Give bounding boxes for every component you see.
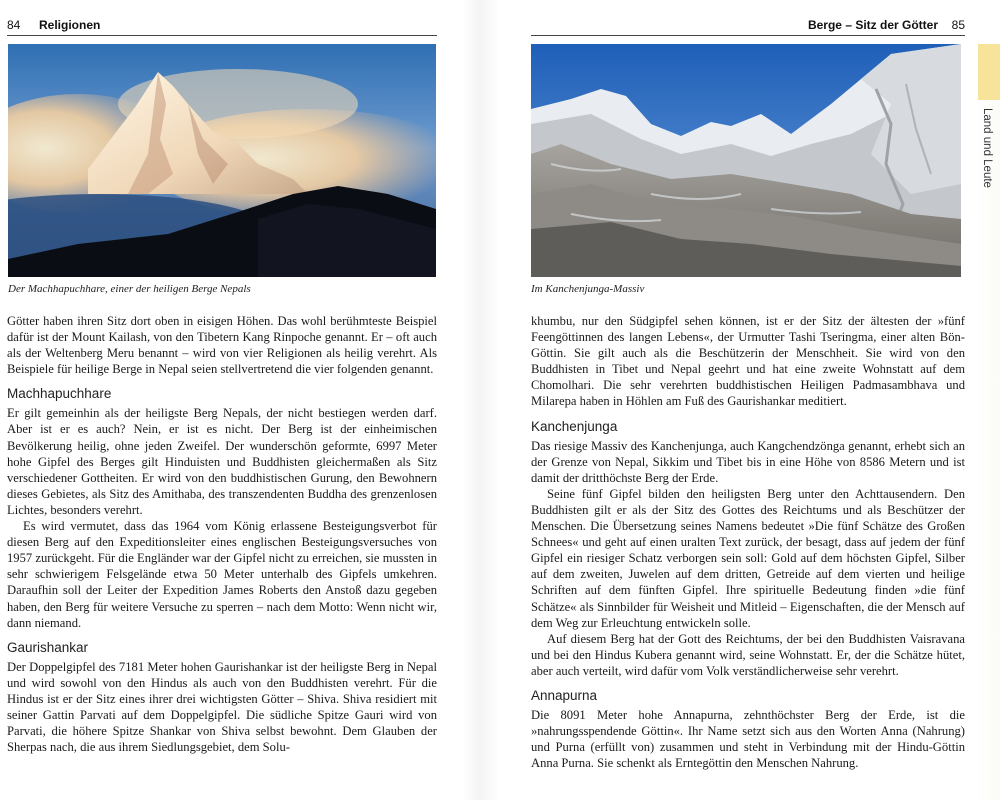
mountain-sunset-image <box>8 44 436 277</box>
right-page-number: 85 <box>951 18 965 32</box>
right-running-header <box>531 17 965 36</box>
left-page-number: 84 <box>7 18 21 32</box>
kanchenjunga-paragraph-2: Seine fünf Gipfel bilden den heiligsten Berg unter den Achttausendern. Den Buddhisten gilt er als der Sitz des Gottes des Reichtums und als Beschützer der Menschen. Die Übersetzung seines Namens bedeutet »Die fünf Schätze des Großen Schnees« und geht auf einen uralten Text zurück, der besagt, dass auf jedem der fünf Gipfel ein riesiger Schatz verborgen sein soll: Gold auf dem höchsten Gipfel, Silber auf dem zweiten, Juwelen auf dem dritten, Getreide auf dem vierten und heilige Schriften auf dem fünften Gipfel. Ihre spirituelle Bedeutung finden »die fünf Schätze« als Sinnbilder für Weisheit und Mitleid – Eigenschaften, die der Mensch auf dem Weg zur Erleuchtung entwickeln solle. <box>531 486 965 630</box>
kanchenjunga-paragraph-1: Das riesige Massiv des Kanchenjunga, auch Kangchendzönga genannt, erhebt sich an der Grenze von Nepal, Sikkim und Tibet bis in eine Höhe von 8586 Metern und ist damit der dritthöchste Berg der Erde. <box>531 438 965 485</box>
left-body-text <box>7 313 437 755</box>
heading-annapurna: Annapurna <box>531 687 598 703</box>
book-gutter <box>462 0 500 800</box>
right-page <box>523 0 1000 800</box>
machhapuchhare-photo <box>8 44 436 277</box>
heading-gaurishankar: Gaurishankar <box>7 639 89 655</box>
heading-machhapuchhare: Machhapuchhare <box>7 386 112 402</box>
left-running-title: Religionen <box>39 18 101 32</box>
kanchenjunga-photo <box>531 44 961 277</box>
annapurna-paragraph-1: Die 8091 Meter hohe Annapurna, zehnthöchster Berg der Erde, ist die »nahrungsspendende Göttin«. Ihr Name setzt sich aus den Worten Anna (Nahrung) und Purna (erfüllt von) zusammen und steht in Verbindung mit der Hindu-Göttin Anna Purna. Sie schenkt als Erntegöttin den Menschen Nahrung. <box>531 707 965 771</box>
chapter-tab-strip <box>978 100 1000 800</box>
gaurishankar-paragraph-1: Der Doppelgipfel des 7181 Meter hohen Gaurishankar ist der heiligste Berg in Nepal und wird sowohl von den Hindus als auch von den Buddhisten verehrt. Für die Hindus ist er der Sitz eines ihrer drei wichtigsten Götter – Shiva. Shiva residiert mit seiner Gattin Parvati auf dem Doppelgipfel. Die südliche Spitze Gauri wird von Parvati, die höhere Spitze Shankar von Shiva selbst bewohnt. Dem Glauben der Sherpas nach, die aus ihrem Siedlungsgebiet, dem Solu- <box>7 659 437 755</box>
right-body-text <box>531 313 965 771</box>
chapter-thumb-tab <box>978 44 1000 100</box>
chapter-tab-label: Land und Leute <box>981 108 993 188</box>
left-intro-paragraph: Götter haben ihren Sitz dort oben in eisigen Höhen. Das wohl berühmteste Beispiel dafür ist der Mount Kailash, von den Tibetern Kang Rinpoche genannt. Er – oft auch als der Weltenberg Meru benannt – wird von vier Religionen als heilig verehrt. Als Beispiele für heilige Berge in Nepal seien stellvertretend die vier folgenden genannt. <box>7 314 437 377</box>
glacier-valley-image <box>531 44 961 277</box>
right-running-title: Berge – Sitz der Götter <box>807 18 938 32</box>
machhapuchhare-paragraph-2: Es wird vermutet, dass das 1964 vom König erlassene Besteigungsverbot für diesen Berg auf den Expeditionsleiter eines englischen Besteigungsversuches von 1957 zurückgeht. Für die Engländer war der Gipfel nicht zu erreichen, sie mussten in sehr schwierigem Felsgelände etwa 50 Meter unterhalb des Gipfels umkehren. Daraufhin soll der Leiter der Expedition James Roberts den Anstoß dazu gegeben haben, den Berg für weitere Versuche zu sperren – nach dem Motto: Wenn nicht wir, dann niemand. <box>7 519 437 630</box>
left-page <box>0 0 445 800</box>
kanchenjunga-paragraph-3: Auf diesem Berg hat der Gott des Reichtums, der bei den Buddhisten Vaisravana und bei den Hindus Kubera genannt wird, seine Wohnstatt. Er, der die Schätze hütet, aber auch verteilt, wird dafür vom Volk verständlicherweise sehr verehrt. <box>531 631 965 678</box>
left-photo-caption: Der Machhapuchhare, einer der heiligen Berge Nepals <box>8 283 251 295</box>
right-photo-caption: Im Kanchenjunga-Massiv <box>531 283 645 295</box>
right-intro-paragraph: khumbu, nur den Südgipfel sehen können, ist er der Sitz der ältesten der »fünf Feengöttinnen des langen Lebens«, der Urmutter Tashi Tseringma, einer alten Bön-Göttin. Sie gilt auch als die Beschützerin der Menschheit. Sie wird von den Buddhisten in Tibet und Nepal geehrt und hat eine zweite Wohnstatt auf dem Chomolhari. Die sehr verehrten buddhistischen Heiligen Padmasambhava und Milarepa haben in Höhlen am Fuß des Gaurishankar meditiert. <box>531 314 965 409</box>
machhapuchhare-paragraph-1: Er gilt gemeinhin als der heiligste Berg Nepals, der nicht bestiegen werden darf. Aber ist er es auch? Nein, er ist es nicht. Der Berg ist der einheimischen Bevölkerung heilig, ohne jeden Zweifel. Der wunderschön geformte, 6997 Meter hohe Gipfel des Berges gilt Hinduisten und Buddhisten gleichermaßen als Sitz verschiedener Gottheiten. Er wird von den buddhistischen Gurung, den Bewohnern dieses Gebietes, als Sitz des Amithaba, des transzendenten Buddha des grenzenlosen Lichtes, besonders verehrt. <box>7 406 437 517</box>
left-running-header <box>7 17 437 36</box>
heading-kanchenjunga: Kanchenjunga <box>531 418 618 434</box>
